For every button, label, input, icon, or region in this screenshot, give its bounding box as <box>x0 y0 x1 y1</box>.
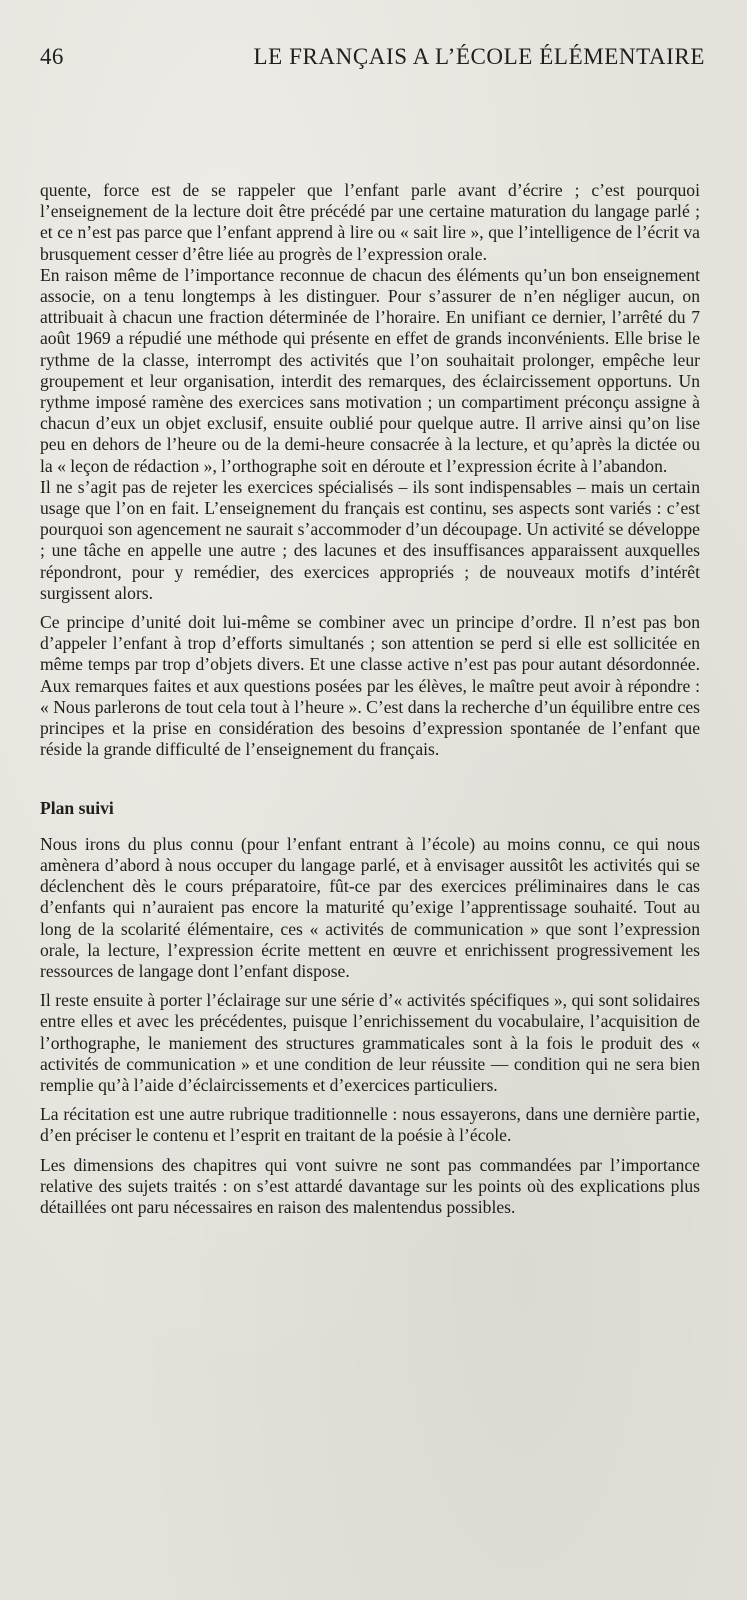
paragraph: La récitation est une autre rubrique traditionnelle : nous essayerons, dans une dernière partie, d’en préciser le contenu et l’esprit en traitant de la poésie à l’école. <box>40 1104 700 1146</box>
page-number: 46 <box>40 44 64 69</box>
running-title: LE FRANÇAIS A L’ÉCOLE ÉLÉMENTAIRE <box>253 44 705 69</box>
paragraph: En raison même de l’importance reconnue de chacun des éléments qu’un bon enseignement associe, on a tenu longtemps à les distinguer. Pour s’assurer de n’en négliger aucun, on attribuait à chacun une fraction déterminée de l’horaire. En unifiant ce dernier, l’arrêté du 7 août 1969 a répudié une méthode qui présente en effet de grands inconvénients. Elle brise le rythme de la classe, interrompt des activités que l’on souhaitait prolonger, empêche leur groupement et leur organisation, interdit des remarques, des éclaircissement opportuns. Un rythme imposé ramène des exercices sans motivation ; un compartiment préconçu assigne à chacun d’eux un objet exclusif, ensuite oublié pour quelque autre. Il arrive ainsi qu’on lise peu en dehors de l’heure ou de la demi-heure consacrée à la lecture, et qu’après la dictée ou la « leçon de rédaction », l’orthographe soit en déroute et l’expression écrite à l’abandon. <box>40 264 700 476</box>
running-head <box>40 44 705 76</box>
paragraph: Il reste ensuite à porter l’éclairage sur une série d’« activités spécifiques », qui sont solidaires entre elles et avec les précédentes, puisque l’enrichissement du vocabulaire, l’acquisition de l’orthographe, le maniement des structures grammaticales sont à la fois le produit des « activités de communication » et une condition de leur réussite — condition qui ne sera bien remplie qu’à l’aide d’éclaircissements et d’exercices particuliers. <box>40 990 700 1095</box>
paragraph: quente, force est de se rappeler que l’enfant parle avant d’écrire ; c’est pourquoi l’enseignement de la lecture doit être précédé par une certaine maturation du langage parlé ; et ce n’est pas parce que l’enfant apprend à lire ou « sait lire », que l’intelligence de l’écrit va brusquement cesser d’être liée au progrès de l’expression orale. <box>40 180 700 264</box>
paragraph: Les dimensions des chapitres qui vont suivre ne sont pas commandées par l’importance relative des sujets traités : on s’est attardé davantage sur les points où des explications plus détaillées ont paru nécessaires en raison des malentendus possibles. <box>40 1154 700 1217</box>
body-text <box>40 180 700 1218</box>
paragraph: Il ne s’agit pas de rejeter les exercices spécialisés – ils sont indispensables – mais un certain usage que l’on en fait. L’enseignement du français est continu, ses aspects sont variés : c’est pourquoi son agencement ne saurait s’accommoder d’un découpage. Un activité se développe ; une tâche en appelle une autre ; des lacunes et des insuffisances apparaissent auxquelles répondront, pour y remédier, des exercices appropriés ; de nouveaux motifs d’intérêt surgissent alors. <box>40 476 700 603</box>
paragraph: Nous irons du plus connu (pour l’enfant entrant à l’école) au moins connu, ce qui nous amènera d’abord à nous occuper du langage parlé, et à envisager aussitôt les activités qui se déclenchent dès le cours préparatoire, fût-ce par des exercices préliminaires dans le cas d’enfants qui n’auraient pas encore la maturité qu’exige l’apprentissage souhaité. Tout au long de la scolarité élémentaire, ces « activités de communication » que sont l’expression orale, la lecture, l’expression écrite mettent en œuvre et enrichissent progressivement les ressources de langage dont l’enfant dispose. <box>40 833 700 981</box>
section-heading: Plan suivi <box>40 798 114 819</box>
paragraph: Ce principe d’unité doit lui-même se combiner avec un principe d’ordre. Il n’est pas bon d’appeler l’enfant à trop d’efforts simultanés ; son attention se perd si elle est sollicitée en même temps par trop d’objets divers. Et une classe active n’est pas pour autant désordonnée. Aux remarques faites et aux questions posées par les élèves, le maître peut avoir à répondre : « Nous parlerons de tout cela tout à l’heure ». C’est dans la recherche d’un équilibre entre ces principes et la prise en considération des besoins d’expression spontanée de l’enfant que réside la grande difficulté de l’enseignement du français. <box>40 612 700 760</box>
